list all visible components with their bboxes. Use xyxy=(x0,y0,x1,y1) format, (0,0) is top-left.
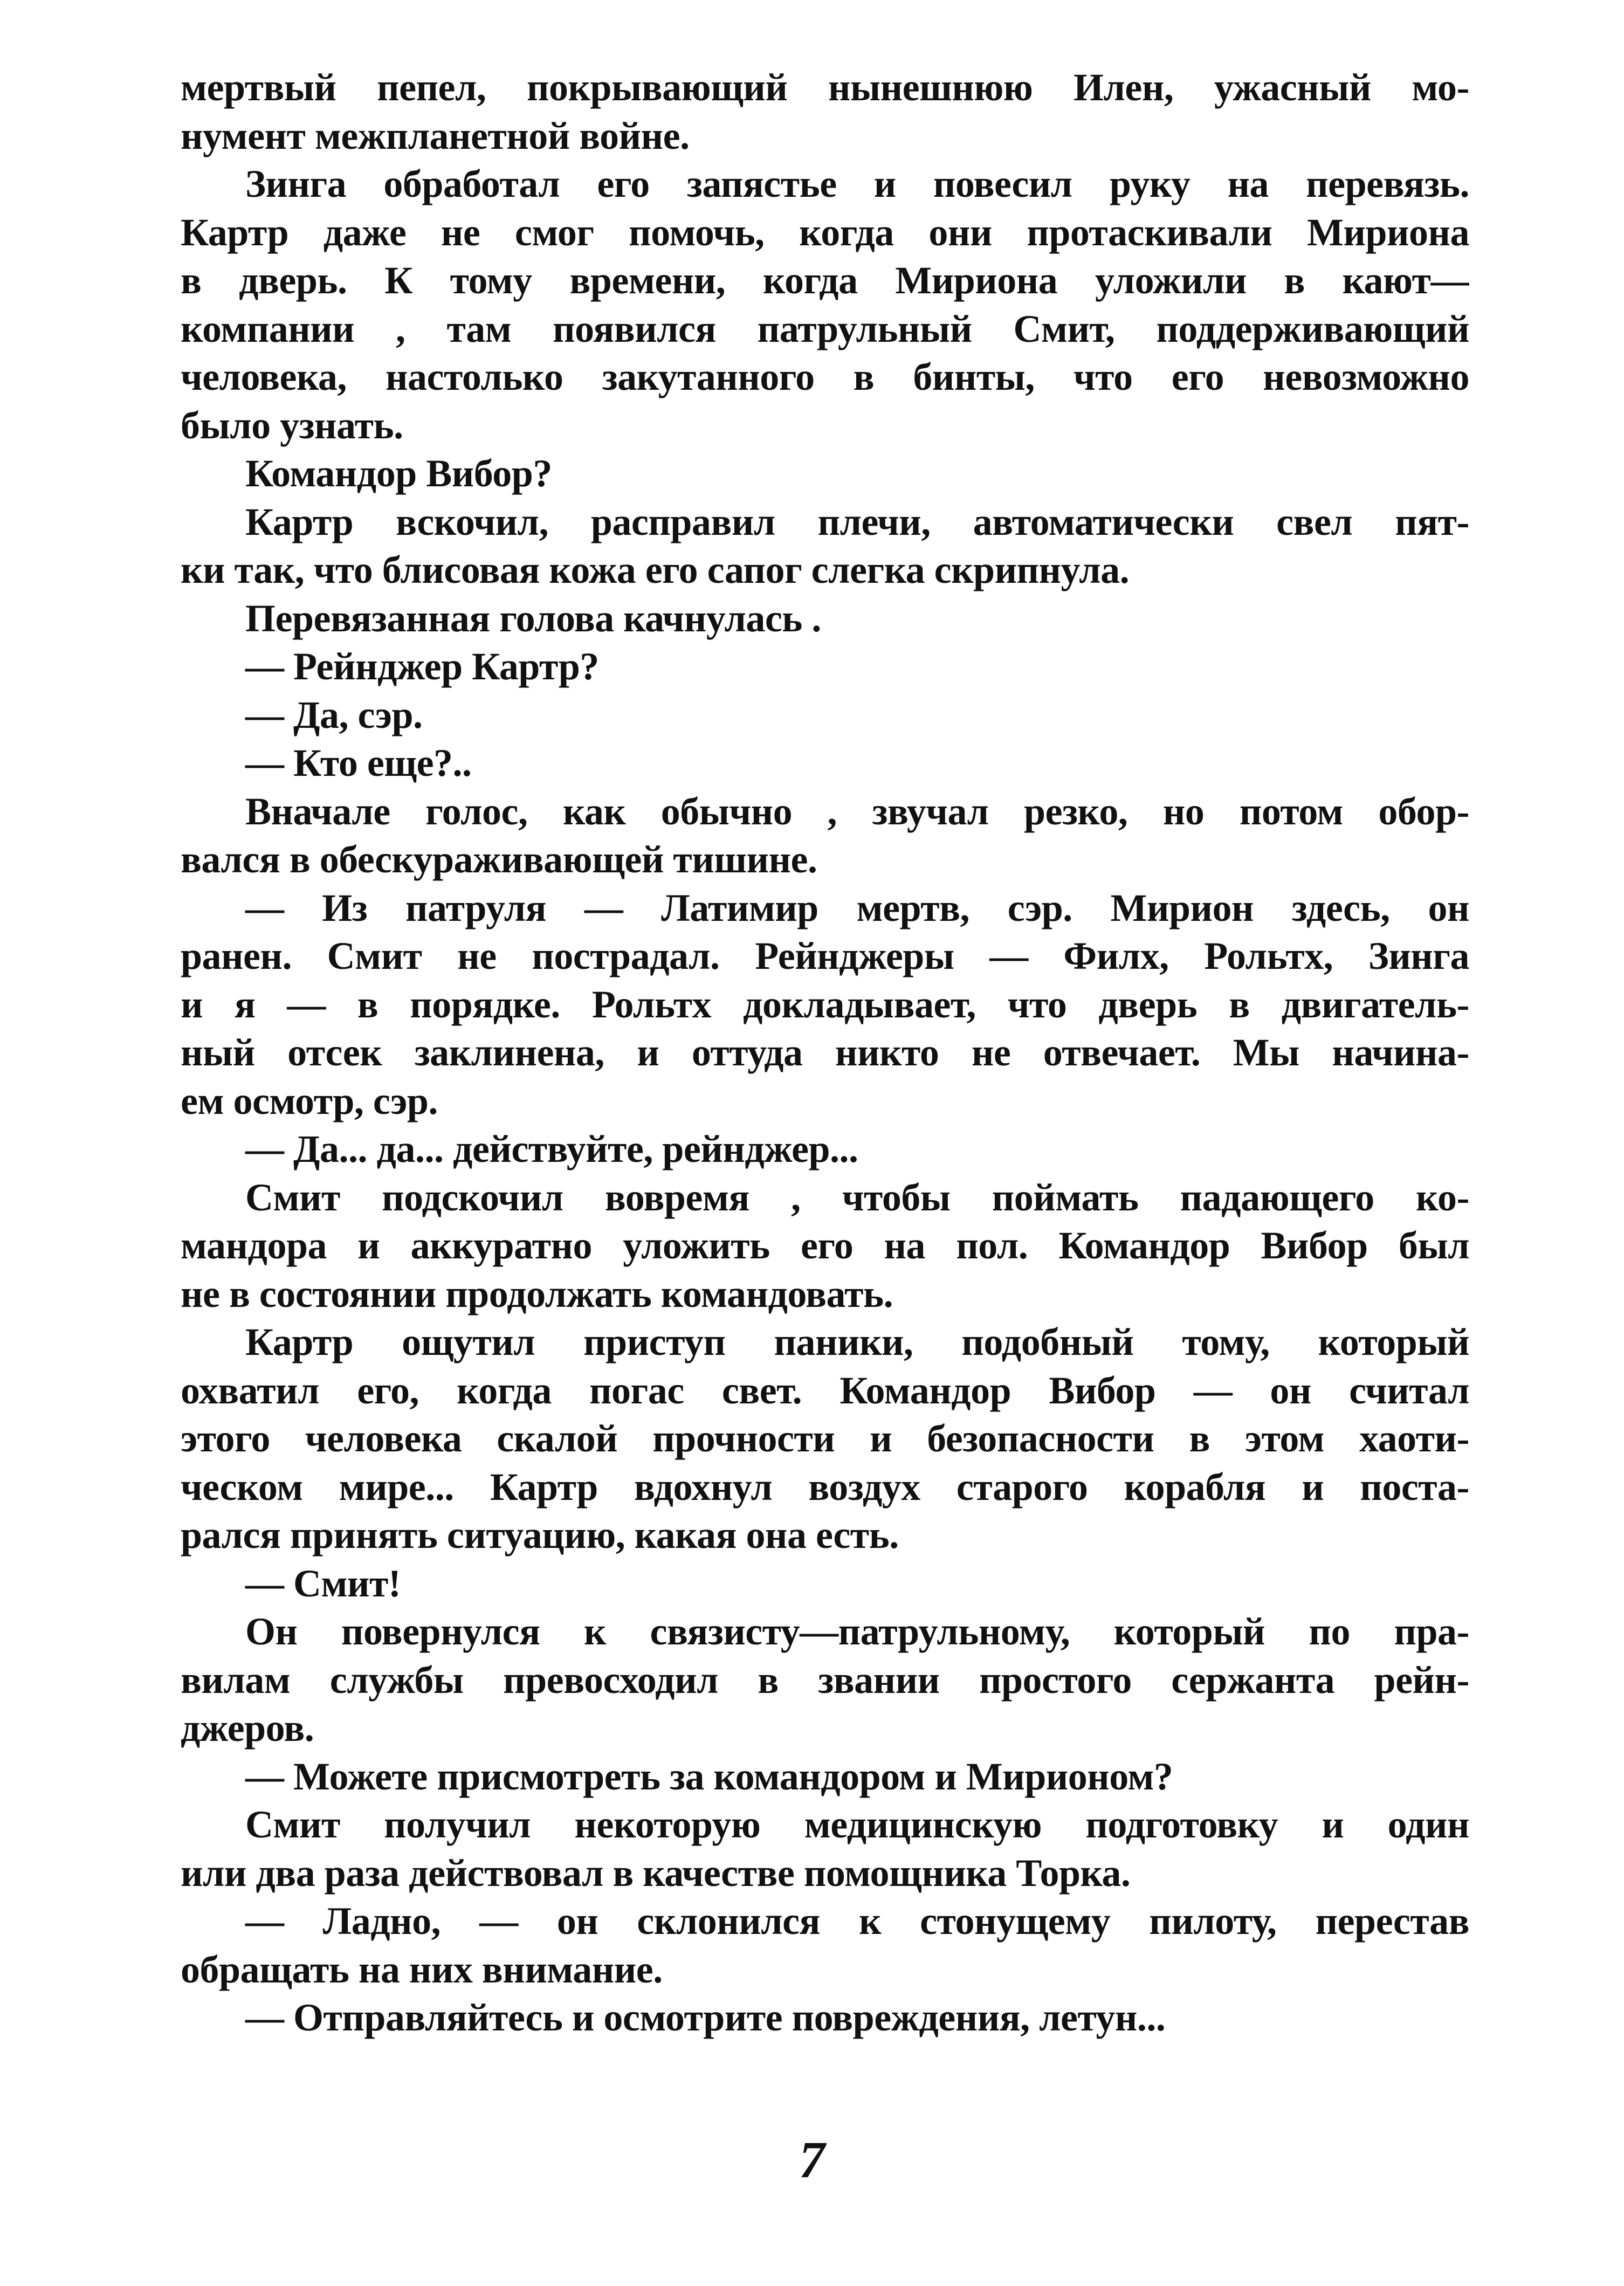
text-line: компании , там появился патрульный Смит, поддерживающий xyxy=(181,307,1469,350)
text-line: вался в обескураживающей тишине. xyxy=(181,838,817,881)
text-line: ки так, что блисовая кожа его сапог слегка скрипнула. xyxy=(181,548,1130,591)
text-line: человека, настолько закутанного в бинты, что его невозможно xyxy=(181,355,1469,398)
text-line: ранен. Смит не пострадал. Рейнджеры — Филх, Рольтх, Зинга xyxy=(181,934,1469,977)
text-line: рался принять ситуацию, какая она есть. xyxy=(181,1513,899,1557)
text-line: — Можете присмотреть за командором и Мирионом? xyxy=(245,1754,1173,1798)
text-line: Вначале голос, как обычно , звучал резко, но потом обор- xyxy=(245,789,1469,833)
text-line: — Из патруля — Латимир мертв, сэр. Мирион здесь, он xyxy=(245,886,1469,929)
text-line: Он повернулся к связисту—патрульному, который по пра- xyxy=(245,1610,1469,1653)
text-line: обращать на них внимание. xyxy=(181,1947,663,1991)
text-line: — Да... да... действуйте, рейнджер... xyxy=(245,1127,858,1170)
text-line: Смит получил некоторую медицинскую подготовку и один xyxy=(245,1803,1469,1846)
text-line: Командор Вибор? xyxy=(245,452,552,495)
text-line: не в состоянии продолжать командовать. xyxy=(181,1272,893,1316)
text-line: охватил его, когда погас свет. Командор Вибор — он считал xyxy=(181,1368,1469,1412)
text-line: Перевязанная голова качнулась . xyxy=(245,596,821,640)
text-line: нумент межпланетной войне. xyxy=(181,114,690,157)
text-line: Картр ощутил приступ паники, подобный тому, который xyxy=(245,1320,1469,1364)
text-line: — Да, сэр. xyxy=(245,693,423,736)
text-line: было узнать. xyxy=(181,403,403,447)
text-line: — Смит! xyxy=(245,1561,401,1605)
text-line: ный отсек заклинена, и оттуда никто не отвечает. Мы начина- xyxy=(181,1031,1469,1074)
text-line: и я — в порядке. Рольтх докладывает, что дверь в двигатель- xyxy=(181,982,1469,1026)
text-line: Смит подскочил вовремя , чтобы поймать падающего ко- xyxy=(245,1175,1469,1219)
text-line: — Кто еще?.. xyxy=(245,741,472,784)
text-line: мертвый пепел, покрывающий нынешнюю Илен, ужасный мо- xyxy=(181,66,1469,109)
text-line: этого человека скалой прочности и безопасности в этом хаоти- xyxy=(181,1417,1469,1460)
text-line: в дверь. К тому времени, когда Мириона уложили в кают— xyxy=(181,259,1469,302)
text-line: мандора и аккуратно уложить его на пол. Командор Вибор был xyxy=(181,1224,1469,1267)
text-line: или два раза действовал в качестве помощника Торка. xyxy=(181,1851,1131,1895)
text-line: ем осмотр, сэр. xyxy=(181,1079,438,1123)
text-line: — Отправляйтесь и осмотрите повреждения, летун... xyxy=(245,1996,1166,2039)
book-page-text xyxy=(181,64,1469,2042)
text-line: — Ладно, — он склонился к стонущему пилоту, перестав xyxy=(245,1899,1469,1943)
text-line: ческом мире... Картр вдохнул воздух старого корабля и поста- xyxy=(181,1465,1469,1509)
text-line: джеров. xyxy=(181,1706,314,1750)
text-line: Картр даже не смог помочь, когда они протаскивали Мириона xyxy=(181,210,1469,254)
text-line: Зинга обработал его запястье и повесил руку на перевязь. xyxy=(245,162,1469,205)
page-number: 7 xyxy=(799,2131,825,2188)
text-line: — Рейнджер Картр? xyxy=(245,645,599,688)
text-line: вилам службы превосходил в звании простого сержанта рейн- xyxy=(181,1658,1469,1702)
text-line: Картр вскочил, расправил плечи, автоматически свел пят- xyxy=(245,500,1469,543)
